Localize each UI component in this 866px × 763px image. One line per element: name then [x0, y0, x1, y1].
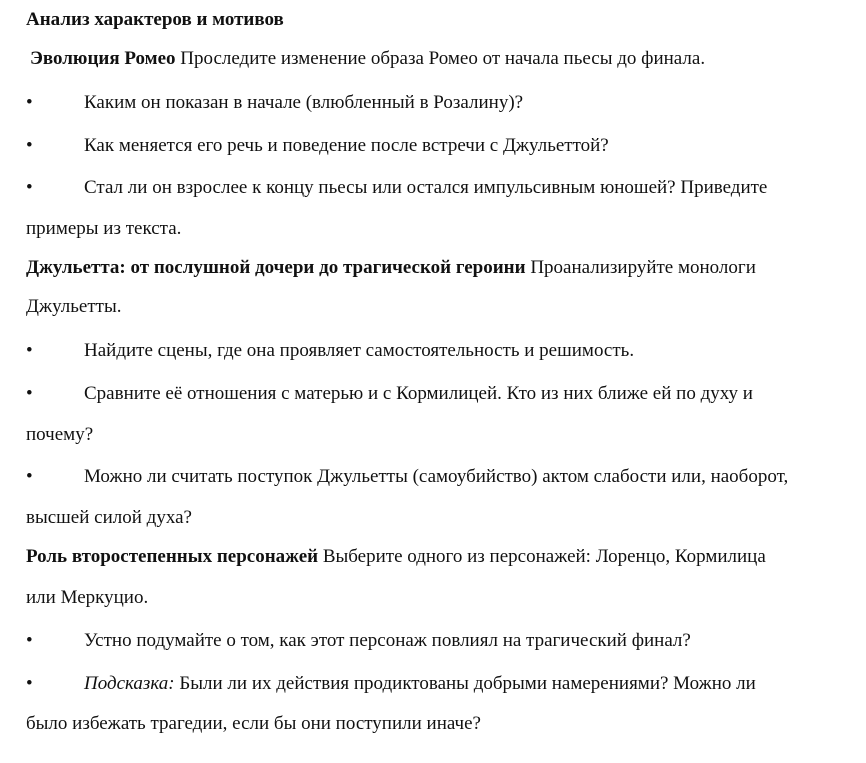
- list-item-text: Каким он показан в начале (влюбленный в Розалину)?: [84, 92, 524, 113]
- section-secondary-text: Выберите одного из персонажей: Лоренцо, Кормилица: [318, 546, 766, 567]
- section-romeo-text: Проследите изменение образа Ромео от начала пьесы до финала.: [175, 48, 706, 69]
- list-item-text: Устно подумайте о том, как этот персонаж повлиял на трагический финал?: [84, 630, 691, 651]
- section-secondary-text-continuation: или Меркуцио.: [26, 587, 149, 608]
- bullet-symbol: •: [26, 466, 33, 487]
- hint-label: Подсказка:: [84, 673, 175, 694]
- list-item-continuation: примеры из текста.: [26, 218, 182, 239]
- list-item-text: [84, 673, 756, 695]
- section-juliet-text-continuation: Джульетты.: [26, 296, 122, 317]
- bullet-symbol: •: [26, 383, 33, 404]
- section-romeo-title: Эволюция Ромео: [30, 48, 176, 69]
- hint-text: Были ли их действия продиктованы добрыми намерениями? Можно ли: [174, 673, 756, 694]
- list-item-text: Сравните её отношения с матерью и с Кормилицей. Кто из них ближе ей по духу и: [84, 383, 753, 404]
- section-juliet-title: Джульетта: от послушной дочери до трагической героини: [26, 257, 526, 278]
- list-item-text: Как меняется его речь и поведение после встречи с Джульеттой?: [84, 135, 609, 156]
- section-secondary-title: Роль второстепенных персонажей: [26, 546, 319, 567]
- bullet-symbol: •: [26, 673, 33, 694]
- section-juliet-intro: [26, 257, 756, 279]
- bullet-symbol: •: [26, 630, 33, 651]
- list-item-text: Найдите сцены, где она проявляет самостоятельность и решимость.: [84, 340, 635, 361]
- section-secondary-intro: [26, 546, 766, 568]
- section-juliet-text: Проанализируйте монологи: [525, 257, 756, 278]
- bullet-symbol: •: [26, 135, 33, 156]
- list-item-text: Стал ли он взрослее к концу пьесы или остался импульсивным юношей? Приведите: [84, 177, 768, 198]
- section-romeo-intro: [30, 48, 705, 70]
- document-heading: Анализ характеров и мотивов: [26, 9, 284, 30]
- list-item-text: Можно ли считать поступок Джульетты (самоубийство) актом слабости или, наоборот,: [84, 466, 789, 487]
- list-item-continuation: почему?: [26, 424, 94, 445]
- list-item-continuation: высшей силой духа?: [26, 507, 192, 528]
- bullet-symbol: •: [26, 340, 33, 361]
- list-item-continuation: было избежать трагедии, если бы они поступили иначе?: [26, 713, 481, 734]
- bullet-symbol: •: [26, 177, 33, 198]
- bullet-symbol: •: [26, 92, 33, 113]
